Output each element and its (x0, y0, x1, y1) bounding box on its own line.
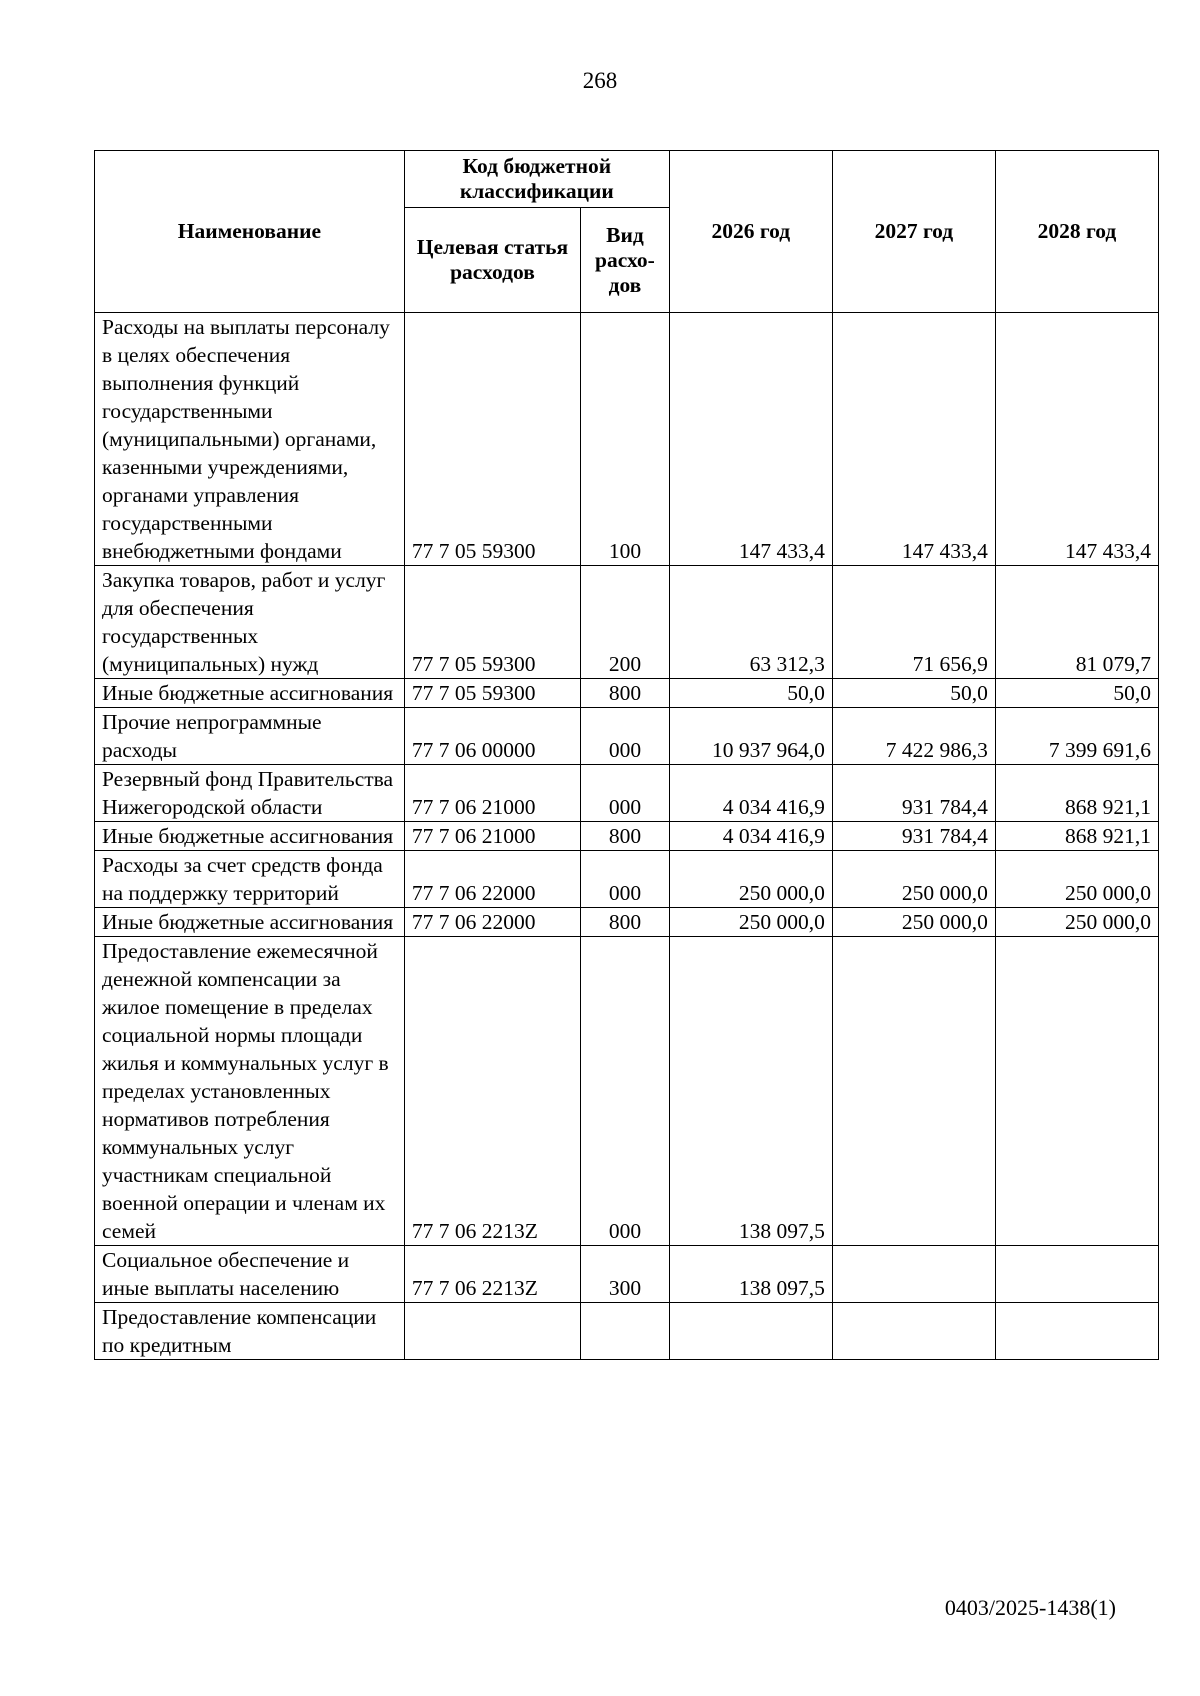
table-row (95, 1303, 1159, 1360)
row-value-2026 (669, 1303, 832, 1360)
row-target-code: 77 7 06 2213Z (404, 937, 580, 1246)
row-name: Социальное обеспечение и иные выплаты населению (95, 1246, 405, 1303)
row-expense-kind: 800 (581, 908, 670, 937)
header-expense-kind: Вид расхо-дов (581, 208, 670, 313)
row-target-code: 77 7 06 2213Z (404, 1246, 580, 1303)
row-name: Прочие непрограммные расходы (95, 708, 405, 765)
header-2028: 2028 год (995, 151, 1158, 313)
table-row (95, 851, 1159, 908)
row-value-2028: 250 000,0 (995, 851, 1158, 908)
table-row (95, 822, 1159, 851)
row-name: Закупка товаров, работ и услуг для обеспечения государственных (муниципальных) нужд (95, 566, 405, 679)
table-row (95, 313, 1159, 566)
row-value-2028: 868 921,1 (995, 765, 1158, 822)
table-row (95, 566, 1159, 679)
row-target-code: 77 7 06 21000 (404, 765, 580, 822)
table-row (95, 937, 1159, 1246)
table-row (95, 679, 1159, 708)
row-target-code: 77 7 06 00000 (404, 708, 580, 765)
row-name: Расходы за счет средств фонда на поддержку территорий (95, 851, 405, 908)
row-value-2026: 4 034 416,9 (669, 822, 832, 851)
table-row (95, 708, 1159, 765)
row-name: Предоставление ежемесячной денежной компенсации за жилое помещение в пределах социальной нормы площади жилья и коммунальных услуг в пределах установленных нормативов потребления коммунальных услуг участникам специальной военной операции и членам их семей (95, 937, 405, 1246)
row-name: Резервный фонд Правительства Нижегородской области (95, 765, 405, 822)
row-value-2026: 138 097,5 (669, 937, 832, 1246)
row-name: Иные бюджетные ассигнования (95, 908, 405, 937)
row-expense-kind: 800 (581, 822, 670, 851)
row-expense-kind: 000 (581, 851, 670, 908)
row-target-code: 77 7 05 59300 (404, 679, 580, 708)
row-value-2027: 7 422 986,3 (832, 708, 995, 765)
row-value-2026: 4 034 416,9 (669, 765, 832, 822)
row-expense-kind: 300 (581, 1246, 670, 1303)
table-row (95, 765, 1159, 822)
row-value-2028: 147 433,4 (995, 313, 1158, 566)
row-value-2026: 50,0 (669, 679, 832, 708)
header-name: Наименование (95, 151, 405, 313)
table-row (95, 1246, 1159, 1303)
row-expense-kind: 000 (581, 708, 670, 765)
row-value-2027 (832, 1303, 995, 1360)
row-value-2026: 147 433,4 (669, 313, 832, 566)
row-expense-kind: 800 (581, 679, 670, 708)
budget-table (94, 150, 1159, 1360)
row-value-2027: 50,0 (832, 679, 995, 708)
row-value-2027: 931 784,4 (832, 822, 995, 851)
row-expense-kind: 100 (581, 313, 670, 566)
row-value-2028: 50,0 (995, 679, 1158, 708)
row-value-2028 (995, 937, 1158, 1246)
header-target-article: Целевая статья расходов (404, 208, 580, 313)
row-value-2027: 147 433,4 (832, 313, 995, 566)
document-code: 0403/2025-1438(1) (944, 1595, 1116, 1620)
row-value-2026: 10 937 964,0 (669, 708, 832, 765)
row-expense-kind: 000 (581, 937, 670, 1246)
header-code-group: Код бюджетной классификации (404, 151, 669, 208)
row-value-2026: 63 312,3 (669, 566, 832, 679)
row-value-2027: 931 784,4 (832, 765, 995, 822)
table-row (95, 908, 1159, 937)
row-expense-kind: 000 (581, 765, 670, 822)
row-value-2027 (832, 1246, 995, 1303)
row-name: Предоставление компенсации по кредитным (95, 1303, 405, 1360)
header-2027: 2027 год (832, 151, 995, 313)
row-target-code (404, 1303, 580, 1360)
row-value-2028: 868 921,1 (995, 822, 1158, 851)
row-value-2028 (995, 1246, 1158, 1303)
row-name: Иные бюджетные ассигнования (95, 679, 405, 708)
row-expense-kind: 200 (581, 566, 670, 679)
row-expense-kind (581, 1303, 670, 1360)
row-name: Иные бюджетные ассигнования (95, 822, 405, 851)
row-value-2028 (995, 1303, 1158, 1360)
row-value-2026: 250 000,0 (669, 851, 832, 908)
row-value-2028: 250 000,0 (995, 908, 1158, 937)
row-target-code: 77 7 05 59300 (404, 566, 580, 679)
row-value-2028: 7 399 691,6 (995, 708, 1158, 765)
row-target-code: 77 7 05 59300 (404, 313, 580, 566)
page-number: 268 (582, 68, 618, 93)
row-target-code: 77 7 06 21000 (404, 822, 580, 851)
row-value-2027 (832, 937, 995, 1246)
row-value-2027: 71 656,9 (832, 566, 995, 679)
row-value-2026: 138 097,5 (669, 1246, 832, 1303)
row-value-2026: 250 000,0 (669, 908, 832, 937)
header-2026: 2026 год (669, 151, 832, 313)
row-value-2027: 250 000,0 (832, 851, 995, 908)
row-name: Расходы на выплаты персоналу в целях обеспечения выполнения функций государственными (муниципальными) органами, казенными учреждениями, органами управления государственными внебюджетными фондами (95, 313, 405, 566)
table-header-row (95, 151, 1159, 208)
row-value-2027: 250 000,0 (832, 908, 995, 937)
row-target-code: 77 7 06 22000 (404, 908, 580, 937)
row-value-2028: 81 079,7 (995, 566, 1158, 679)
row-target-code: 77 7 06 22000 (404, 851, 580, 908)
